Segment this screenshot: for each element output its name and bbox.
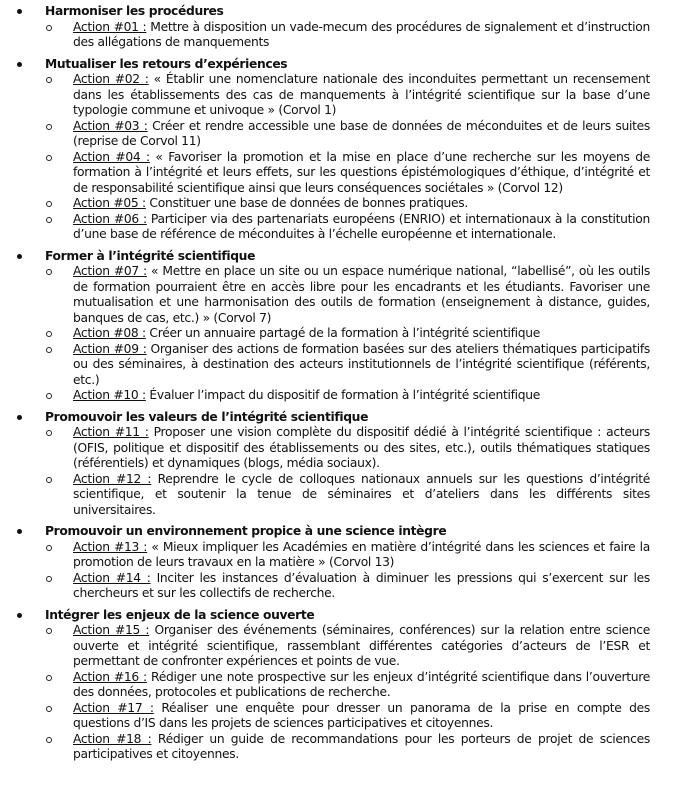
action-id: Action #02 : — [73, 72, 149, 86]
sub-bullet-icon — [46, 124, 52, 130]
section-heading — [0, 4, 650, 20]
bullet-icon — [17, 529, 22, 534]
action-id: Action #04 : — [73, 149, 150, 164]
action-text: Participer via des partenariats européens (ENRIO) et internationaux à la constitution d’une base de référence de méconduites à l’échelle européenne et internationale. — [73, 211, 650, 241]
list-item — [0, 732, 650, 763]
list-item — [0, 623, 650, 670]
action-id: Action #10 : — [73, 388, 146, 402]
section-title: Promouvoir un environnement propice à une science intègre — [45, 524, 447, 538]
section — [0, 608, 650, 763]
action-id: Action #14 : — [73, 570, 151, 585]
action-id: Action #06 : — [73, 211, 147, 226]
section-title: Harmoniser les procédures — [45, 4, 224, 18]
action-text: Mettre à disposition un vade-mecum des procédures de signalement et d’instruction des allégations de manquements — [73, 19, 650, 49]
list-item — [0, 72, 650, 119]
action-id: Action #05 : — [73, 196, 146, 210]
action-text: Réaliser une enquête pour dresser un panorama de la prise en compte des questions d’IS dans les projets de sciences participatives et citoyennes. — [73, 700, 650, 730]
action-text: Constituer une base de données de bonnes pratiques. — [145, 196, 468, 210]
sub-bullet-icon — [46, 430, 52, 436]
list-item — [0, 212, 650, 243]
sub-bullet-icon — [46, 576, 52, 582]
list-item — [0, 472, 650, 519]
action-text: Organiser des actions de formation basées sur des ateliers thématiques participatifs ou des séminaires, à destination des acteurs institutionnels de l’intégrité scientifique (référents, etc.) — [73, 341, 650, 387]
sub-bullet-icon — [46, 393, 52, 399]
section-heading — [0, 608, 650, 624]
sub-bullet-icon — [46, 25, 52, 31]
action-id: Action #01 : — [73, 19, 147, 34]
action-list — [0, 540, 650, 602]
section-heading — [0, 249, 650, 265]
sub-bullet-icon — [46, 331, 52, 337]
list-item — [0, 388, 650, 404]
sub-bullet-icon — [46, 155, 52, 161]
action-text: Évaluer l’impact du dispositif de formation à l’intégrité scientifique — [145, 388, 541, 402]
section — [0, 524, 650, 602]
action-id: Action #12 : — [73, 471, 152, 486]
list-item — [0, 342, 650, 389]
bullet-icon — [17, 62, 22, 67]
action-text: « Mettre en place un site ou un espace numérique national, “labellisé”, où les outils de formation pourraient être en accès libre pour les encadrants et les étudiants. Favoriser une mutualisation et une harmonisation des outils de formation (enseignement à distance, guides, banques de cas, etc.) » (Corvol 7) — [73, 264, 650, 325]
section-title: Former à l’intégrité scientifique — [45, 248, 256, 263]
section-heading — [0, 524, 650, 540]
action-id: Action #07 : — [73, 264, 147, 278]
action-id: Action #09 : — [73, 341, 147, 356]
action-text: Reprendre le cycle de colloques nationaux annuels sur les questions d’intégrité scientifique, et soutenir la tenue de séminaires et d’ateliers dans les différents sites universitaires. — [73, 471, 650, 517]
action-text: Rédiger une note prospective sur les enjeux d’intégrité scientifique dans l’ouverture des données, protocoles et publications de recherche. — [73, 669, 650, 699]
sub-bullet-icon — [46, 545, 52, 551]
action-text: Inciter les instances d’évaluation à diminuer les pressions qui s’exercent sur les chercheurs et sur les collectifs de recherche. — [73, 570, 650, 600]
section — [0, 410, 650, 519]
section — [0, 4, 650, 51]
list-item — [0, 264, 650, 326]
sub-bullet-icon — [46, 217, 52, 223]
action-text: Créer un annuaire partagé de la formation à l’intégrité scientifique — [145, 326, 541, 340]
list-item — [0, 196, 650, 212]
sub-bullet-icon — [46, 477, 52, 483]
action-list — [0, 20, 650, 51]
section-title: Mutualiser les retours d’expériences — [45, 56, 288, 71]
list-item — [0, 540, 650, 571]
list-item — [0, 150, 650, 197]
action-list — [0, 623, 650, 763]
section-title: Promouvoir les valeurs de l’intégrité scientifique — [45, 409, 369, 424]
list-item — [0, 425, 650, 472]
action-text: Rédiger un guide de recommandations pour les porteurs de projet de sciences participatives et citoyennes. — [73, 731, 650, 761]
bullet-icon — [17, 415, 22, 420]
list-item — [0, 20, 650, 51]
action-list — [0, 72, 650, 243]
sub-bullet-icon — [46, 77, 52, 83]
action-text: « Établir une nomenclature nationale des inconduites permettant un recensement dans les établissements des cas de manquements à l’intégrité scientifique sur la base d’une typologie commune et univoque » (Corvol 1) — [73, 72, 651, 117]
bullet-icon — [17, 613, 22, 618]
action-list — [0, 264, 650, 404]
action-id: Action #15 : — [73, 623, 150, 637]
section-title: Intégrer les enjeux de la science ouverte — [45, 607, 315, 622]
action-text: Créer et rendre accessible une base de données de méconduites et de leurs suites (reprise de Corvol 11) — [73, 118, 650, 148]
action-list — [0, 425, 650, 518]
sub-bullet-icon — [46, 628, 52, 634]
action-text: Organiser des événements (séminaires, conférences) sur la relation entre science ouverte et intégrité scientifique, rassemblant différentes catégories d’acteurs de l’ESR et permettant de confronter expériences et points de vue. — [73, 623, 650, 668]
sub-bullet-icon — [46, 201, 52, 207]
action-id: Action #18 : — [73, 731, 152, 746]
sub-bullet-icon — [46, 269, 52, 275]
bullet-icon — [17, 254, 22, 259]
bullet-icon — [17, 9, 22, 14]
section-heading — [0, 57, 650, 73]
action-text: « Favoriser la promotion et la mise en place d’une recherche sur les moyens de formation à l’intégrité et leurs effets, sur les questions épistémologiques d’éthique, d’intégrité et de responsabilité scientifique ainsi que leurs conséquences sociétales » (Corvol 12) — [73, 149, 650, 195]
sub-bullet-icon — [46, 347, 52, 353]
list-item — [0, 670, 650, 701]
sub-bullet-icon — [46, 706, 52, 712]
action-text: Proposer une vision complète du dispositif dédié à l’intégrité scientifique : acteurs (OFIS, politique et dispositif des établissements ou des sites, etc.), outils thématiques statiques (référentiels) et dynamiques (blogs, média sociaux). — [73, 425, 650, 470]
action-text: « Mieux impliquer les Académies en matière d’intégrité dans les sciences et faire la promotion de leurs travaux en la matière » (Corvol 13) — [73, 539, 650, 569]
action-id: Action #03 : — [73, 118, 148, 133]
list-item — [0, 119, 650, 150]
section — [0, 57, 650, 243]
action-id: Action #17 : — [73, 700, 154, 715]
section — [0, 249, 650, 404]
action-id: Action #11 : — [73, 425, 149, 439]
sub-bullet-icon — [46, 675, 52, 681]
sub-bullet-icon — [46, 737, 52, 743]
action-id: Action #13 : — [73, 539, 148, 554]
action-id: Action #08 : — [73, 326, 146, 340]
list-item — [0, 326, 650, 342]
action-id: Action #16 : — [73, 669, 147, 684]
list-item — [0, 701, 650, 732]
section-heading — [0, 410, 650, 426]
list-item — [0, 571, 650, 602]
